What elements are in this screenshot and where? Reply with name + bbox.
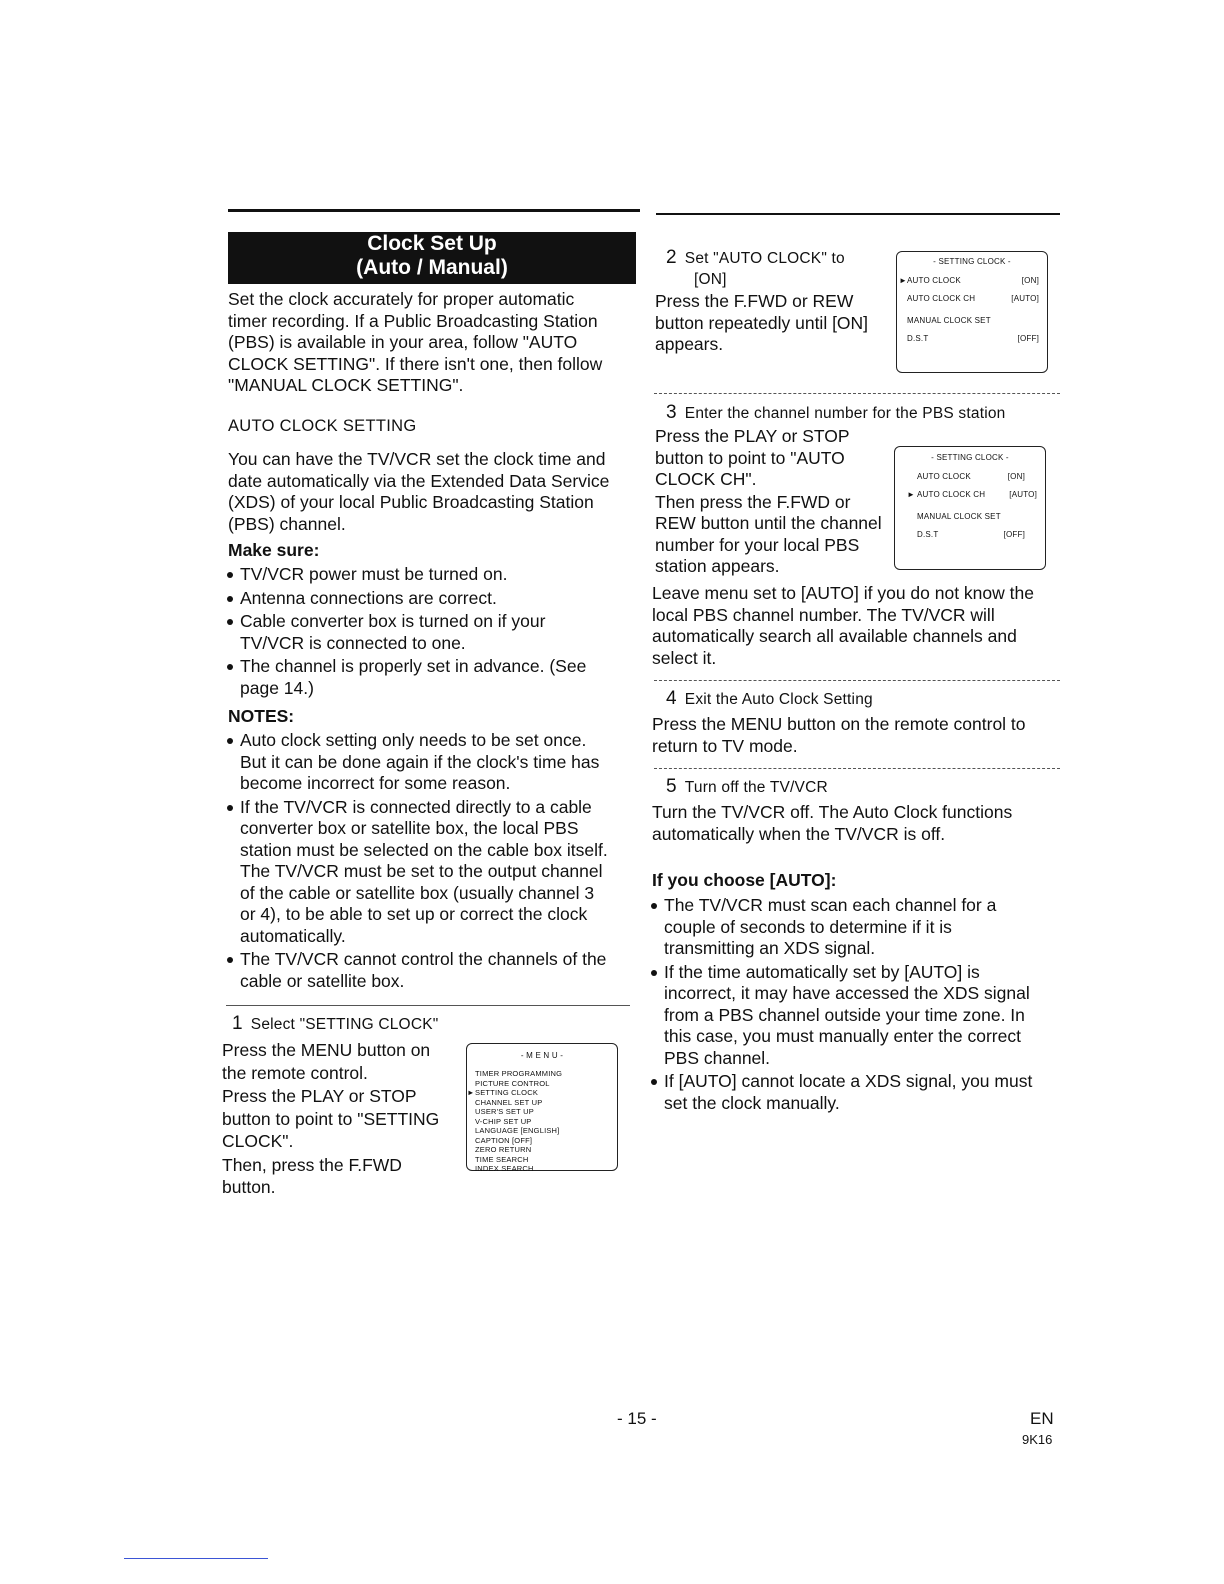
list-item: If the time automatically set by [AUTO] is incorrect, it may have accessed the XDS signal from a PBS channel outside your time zone. In this case, you must manually enter the correct PBS channel. bbox=[650, 962, 1062, 1070]
step1-rule bbox=[226, 1005, 630, 1006]
step1-body: Press the MENU button on the remote control. Press the PLAY or STOP button to point to "SETTING CLOCK". Then, press the F.FWD button. bbox=[222, 1040, 440, 1197]
page-title bbox=[228, 232, 636, 284]
model-code: 9K16 bbox=[1022, 1432, 1053, 1447]
step3-rule bbox=[654, 393, 1060, 394]
step2-number: 2 bbox=[666, 247, 677, 268]
step3-body: Press the PLAY or STOP button to point to "AUTO CLOCK CH". Then press the F.FWD or REW button until the channel number for your local PBS station appears. bbox=[655, 426, 882, 576]
title-line-2: (Auto / Manual) bbox=[356, 256, 508, 279]
step5-body: Turn the TV/VCR off. The Auto Clock functions automatically when the TV/VCR is off. bbox=[652, 802, 1013, 844]
step4-heading bbox=[666, 688, 873, 710]
screen-row: ► AUTO CLOCK CH [AUTO] bbox=[907, 490, 1037, 499]
menu-item: TIME SEARCH bbox=[475, 1154, 529, 1164]
menu-item: CHANNEL SET UP bbox=[475, 1097, 543, 1107]
menu-item: TIMER PROGRAMMING bbox=[475, 1069, 563, 1078]
title-line-1: Clock Set Up bbox=[367, 232, 497, 255]
notes-label: NOTES: bbox=[228, 706, 295, 726]
menu-item: CAPTION [OFF] bbox=[475, 1135, 533, 1145]
step3-title: Enter the channel number for the PBS station bbox=[684, 405, 1006, 422]
step2-heading: 2 Set "AUTO CLOCK" to [ON] bbox=[666, 247, 845, 288]
auto-clock-heading: AUTO CLOCK SETTING bbox=[228, 417, 417, 435]
step1-heading bbox=[232, 1013, 438, 1035]
auto-choice-heading: If you choose [AUTO]: bbox=[652, 870, 837, 890]
screen-row: MANUAL CLOCK SET bbox=[907, 316, 991, 325]
list-item: Antenna connections are correct. bbox=[226, 588, 638, 610]
list-item: Cable converter box is turned on if your TV/VCR is connected to one. bbox=[226, 611, 638, 654]
step4-rule bbox=[654, 680, 1060, 681]
language-code: EN bbox=[1030, 1409, 1054, 1428]
screen-row: D.S.T [OFF] bbox=[907, 334, 1039, 343]
menu-item: USER'S SET UP bbox=[475, 1107, 534, 1116]
step4-number: 4 bbox=[666, 688, 677, 709]
list-item: TV/VCR power must be turned on. bbox=[226, 564, 638, 586]
step5-heading bbox=[666, 776, 828, 798]
menu-screen-header: - M E N U - bbox=[520, 1051, 564, 1060]
top-rule-left bbox=[228, 209, 640, 212]
step3-heading bbox=[666, 402, 1006, 424]
make-sure-list bbox=[226, 564, 638, 699]
menu-item: V-CHIP SET UP bbox=[475, 1116, 532, 1126]
list-item: The TV/VCR must scan each channel for a couple of seconds to determine if it is transmitting an XDS signal. bbox=[650, 895, 1062, 960]
screen-row: MANUAL CLOCK SET bbox=[917, 512, 1001, 521]
step1-title: Select "SETTING CLOCK" bbox=[250, 1016, 439, 1033]
step5-rule bbox=[654, 768, 1060, 769]
menu-item: ZERO RETURN bbox=[475, 1145, 532, 1154]
auto-clock-body: You can have the TV/VCR set the clock time and date automatically via the Extended Data Service (XDS) of your local Public Broadcasting Station (PBS) channel. bbox=[228, 449, 610, 534]
auto-choice-list bbox=[650, 895, 1062, 1114]
top-rule-right bbox=[656, 213, 1060, 215]
step3-number: 3 bbox=[666, 402, 677, 423]
screen-row: ► AUTO CLOCK [ON] bbox=[899, 276, 1039, 285]
step3-note: Leave menu set to [AUTO] if you do not know the local PBS channel number. The TV/VCR will automatically search all available channels and select it. bbox=[652, 583, 1034, 668]
step3-screen-header: - SETTING CLOCK - bbox=[931, 453, 1009, 462]
menu-screen bbox=[466, 1043, 618, 1171]
step4-title: Exit the Auto Clock Setting bbox=[684, 691, 873, 708]
step2-title: Set "AUTO CLOCK" to bbox=[684, 250, 845, 267]
step2-screen-header: - SETTING CLOCK - bbox=[933, 257, 1011, 266]
bottom-rule bbox=[124, 1558, 268, 1559]
step3-screen bbox=[894, 446, 1046, 570]
step2-screen bbox=[896, 251, 1048, 373]
notes-list bbox=[226, 730, 640, 992]
step5-title: Turn off the TV/VCR bbox=[684, 779, 828, 796]
intro-paragraph: Set the clock accurately for proper automatic timer recording. If a Public Broadcasting Station (PBS) is available in your area, follow "AUTO CLOCK SETTING". If there isn't one, then follow "MANUAL CLOCK SETTING". bbox=[228, 289, 603, 395]
make-sure-label: Make sure: bbox=[228, 540, 320, 560]
page-number: - 15 - bbox=[617, 1409, 657, 1428]
step4-body: Press the MENU button on the remote control to return to TV mode. bbox=[652, 714, 1026, 756]
list-item: Auto clock setting only needs to be set once. But it can be done again if the clock's time has become incorrect for some reason. bbox=[226, 730, 640, 795]
list-item: The TV/VCR cannot control the channels of the cable or satellite box. bbox=[226, 949, 640, 992]
list-item: The channel is properly set in advance. (See page 14.) bbox=[226, 656, 638, 699]
step2-body: Press the F.FWD or REW button repeatedly until [ON] appears. bbox=[655, 291, 869, 354]
menu-item: ► SETTING CLOCK bbox=[467, 1088, 539, 1097]
screen-row: AUTO CLOCK [ON] bbox=[917, 472, 1025, 481]
step5-number: 5 bbox=[666, 776, 677, 797]
menu-item: LANGUAGE [ENGLISH] bbox=[475, 1126, 560, 1135]
list-item: If [AUTO] cannot locate a XDS signal, you must set the clock manually. bbox=[650, 1071, 1062, 1114]
step1-number: 1 bbox=[232, 1013, 243, 1034]
menu-item: INDEX SEARCH bbox=[475, 1164, 534, 1173]
screen-row: D.S.T [OFF] bbox=[917, 530, 1025, 539]
list-item: If the TV/VCR is connected directly to a cable converter box or satellite box, the local PBS station must be selected on the cable box itself. The TV/VCR must be set to the output channel of the cable or satellite box (usually channel 3 or 4), to be able to set up or correct the clock automatically. bbox=[226, 797, 640, 948]
screen-row: AUTO CLOCK CH [AUTO] bbox=[907, 294, 1039, 303]
menu-item: PICTURE CONTROL bbox=[475, 1078, 550, 1088]
